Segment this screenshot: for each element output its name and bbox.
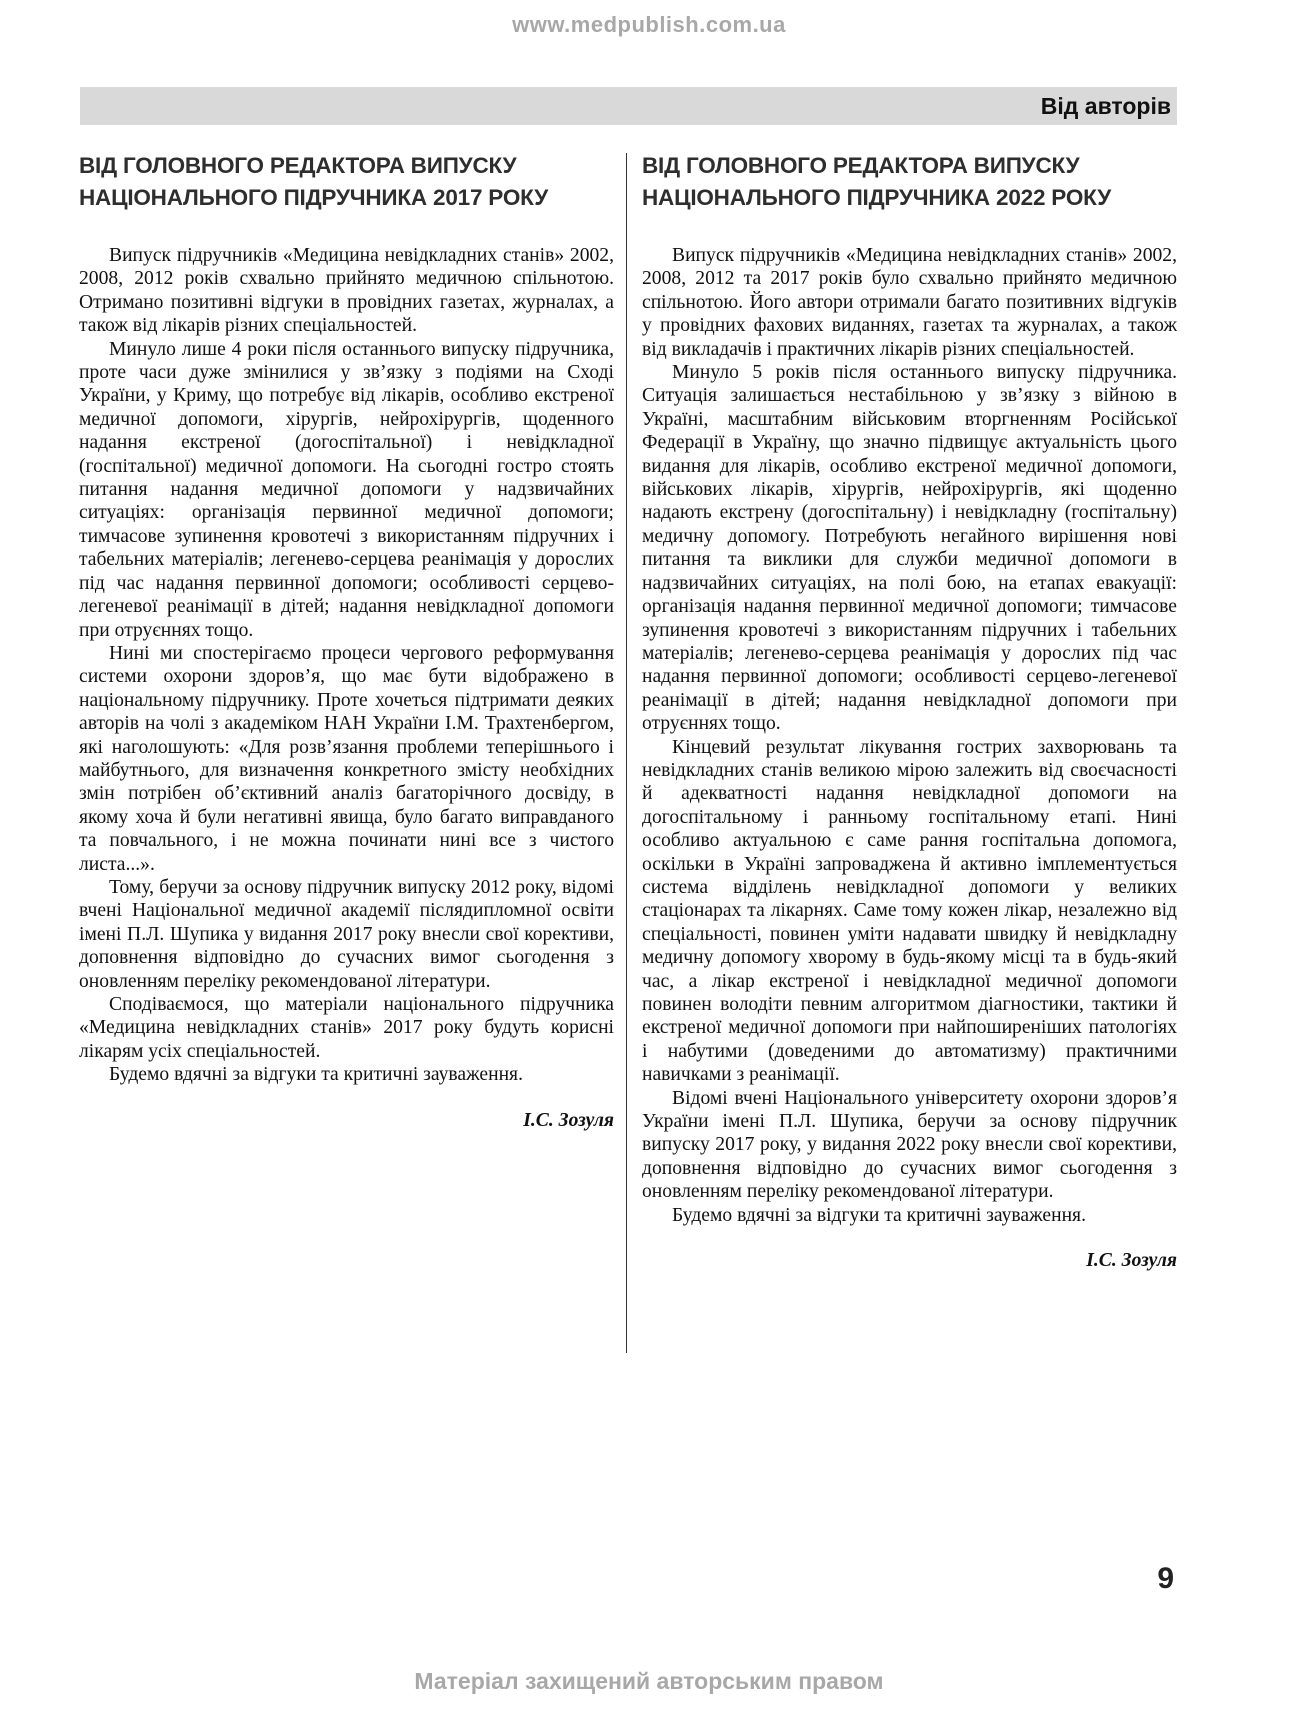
right-paragraph-5: Будемо вдячні за відгуки та критичні зауваження. bbox=[672, 1204, 1086, 1226]
right-paragraph-4: Відомі вчені Національного університету охорони здоров’я України імені П.Л. Шупика, беручи за основу підручник випуску 2017 року, у видання 2022 року внесли свої корективи, доповнення відповідно до сучасних вимог сьогодення з оновленням переліку рекомендованої літератури. bbox=[642, 1087, 1177, 1203]
left-column-title bbox=[79, 150, 614, 214]
left-paragraph-6: Будемо вдячні за відгуки та критичні зауваження. bbox=[109, 1064, 523, 1086]
left-paragraph-2: Минуло лише 4 роки після останнього випуску підручника, проте часи дуже змінилися у зв’язку з подіями на Сході України, у Криму, що потребує від лікарів, особливо екстреної медичної допомоги, хірургів, нейрохірургів, щоденного надання екстреної (догоспітальної) і невідкладної (госпітальної) медичної допомоги. На сьогодні гостро стоять питання надання медичної допомоги у надзвичайних ситуаціях: організація первинної медичної допомоги; тимчасове зупинення кровотечі з використанням підручних і табельних матеріалів; легенево-серцева реанімація у дорослих під час надання первинної допомоги; особливості серцево-легеневої реанімації в дітей; надання невідкладної допомоги при отруєннях тощо. bbox=[79, 338, 614, 641]
left-paragraph-4: Тому, беручи за основу підручник випуску 2012 року, відомі вчені Національної медичної академії післядипломної освіти імені П.Л. Шупика у видання 2017 року внесли свої корективи, доповнення відповідно до сучасних вимог сьогодення з оновленням переліку рекомендованої літератури. bbox=[79, 876, 614, 992]
left-paragraph-3: Нині ми спостерігаємо процеси чергового реформування системи охорони здоров’я, що має бути відображено в національному підручнику. Проте хочеться підтримати деяких авторів на чолі з академіком НАН України І.М. Трахтенбергом, які наголошують: «Для розв’язання проблеми теперішнього і майбутнього, для визначення конкретного змісту необхідних змін потрібен об’єктивний аналіз багаторічного досвіду, в якому хоча й були негативні явища, було багато виправданого та повчального, і не можна починати нині все з чистого листа...». bbox=[79, 642, 614, 875]
left-signature: І.С. Зозуля bbox=[523, 1109, 614, 1131]
right-title-line-2: НАЦІОНАЛЬНОГО ПІДРУЧНИКА 2022 РОКУ bbox=[642, 185, 1112, 210]
right-signature: І.С. Зозуля bbox=[1086, 1250, 1177, 1272]
copyright-watermark-bottom: Матеріал захищений авторським правом bbox=[414, 1668, 884, 1694]
right-paragraph-2: Минуло 5 років після останнього випуску підручника. Ситуація залишається нестабільною у зв’язку з війною в Україні, масштабним військовим вторгненням Російської Федерації в Україну, що значно підвищує актуальність цього видання для лікарів, особливо екстреної медичної допомоги, військових лікарів, хірургів, нейрохірургів, які щоденно надають екстрену (догоспітальну) і невідкладну (госпітальну) медичну допомогу. Потребують негайного вирішення нові питання та виклики для служби медичної допомоги в надзвичайних ситуаціях, на полі бою, на етапах евакуації: організація надання первинної медичної допомоги; тимчасове зупинення кровотечі з використанням підручних і табельних матеріалів; легенево-серцева реанімація у дорослих під час надання первинної допомоги; особливості серцево-легеневої реанімації в дітей; надання невідкладної допомоги при отруєннях тощо. bbox=[642, 362, 1177, 735]
left-column bbox=[79, 150, 614, 1132]
page-number: 9 bbox=[1157, 1562, 1174, 1595]
right-title-line-1: ВІД ГОЛОВНОГО РЕДАКТОРА ВИПУСКУ bbox=[642, 153, 1080, 178]
left-paragraph-5: Сподіваємося, що матеріали національного підручника «Медицина невідкладних станів» 2017 року будуть корисні лікарям усіх спеціальностей. bbox=[79, 994, 614, 1062]
left-title-line-2: НАЦІОНАЛЬНОГО ПІДРУЧНИКА 2017 РОКУ bbox=[79, 185, 549, 210]
right-paragraph-3: Кінцевий результат лікування гострих захворювань та невідкладних станів великою мірою залежить від своєчасності й адекватності надання невідкладної допомоги на догоспітальному і ранньому госпітальному етапі. Нині особливо актуальною є саме рання госпітальна допомога, оскільки в Україні запроваджена й активно імплементується система відділень невідкладної допомоги у великих стаціонарах та лікарнях. Саме тому кожен лікар, незалежно від спеціальності, повинен уміти надавати швидку й невідкладну медичну допомогу хворому в будь-якому місці та в будь-який час, а лікар екстреної і невідкладної медичної допомоги повинен володіти певним алгоритмом діагностики, тактики й екстреної медичної допомоги при найпоширеніших патологіях і набутими (доведеними до автоматизму) практичними навичками з реанімації. bbox=[642, 736, 1177, 1086]
right-column bbox=[642, 150, 1177, 1272]
right-column-title bbox=[642, 150, 1177, 214]
site-watermark-top: www.medpublish.com.ua bbox=[512, 12, 786, 37]
left-title-line-1: ВІД ГОЛОВНОГО РЕДАКТОРА ВИПУСКУ bbox=[79, 153, 517, 178]
column-divider bbox=[626, 153, 627, 1353]
section-header-title: Від авторів bbox=[1040, 93, 1171, 119]
right-paragraph-1: Випуск підручників «Медицина невідкладних станів» 2002, 2008, 2012 та 2017 років було схвально прийнято медичною спільнотою. Його автори отримали багато позитивних відгуків у провідних фахових виданнях, газетах та журналах, а також від викладачів і практичних лікарів різних спеціальностей. bbox=[642, 245, 1177, 360]
section-header-band bbox=[80, 87, 1177, 125]
left-paragraph-1: Випуск підручників «Медицина невідкладних станів» 2002, 2008, 2012 років схвально прийнято медичною спільнотою. Отримано позитивні відгуки в провідних газетах, журналах, а також від лікарів різних спеціальностей. bbox=[79, 245, 614, 337]
